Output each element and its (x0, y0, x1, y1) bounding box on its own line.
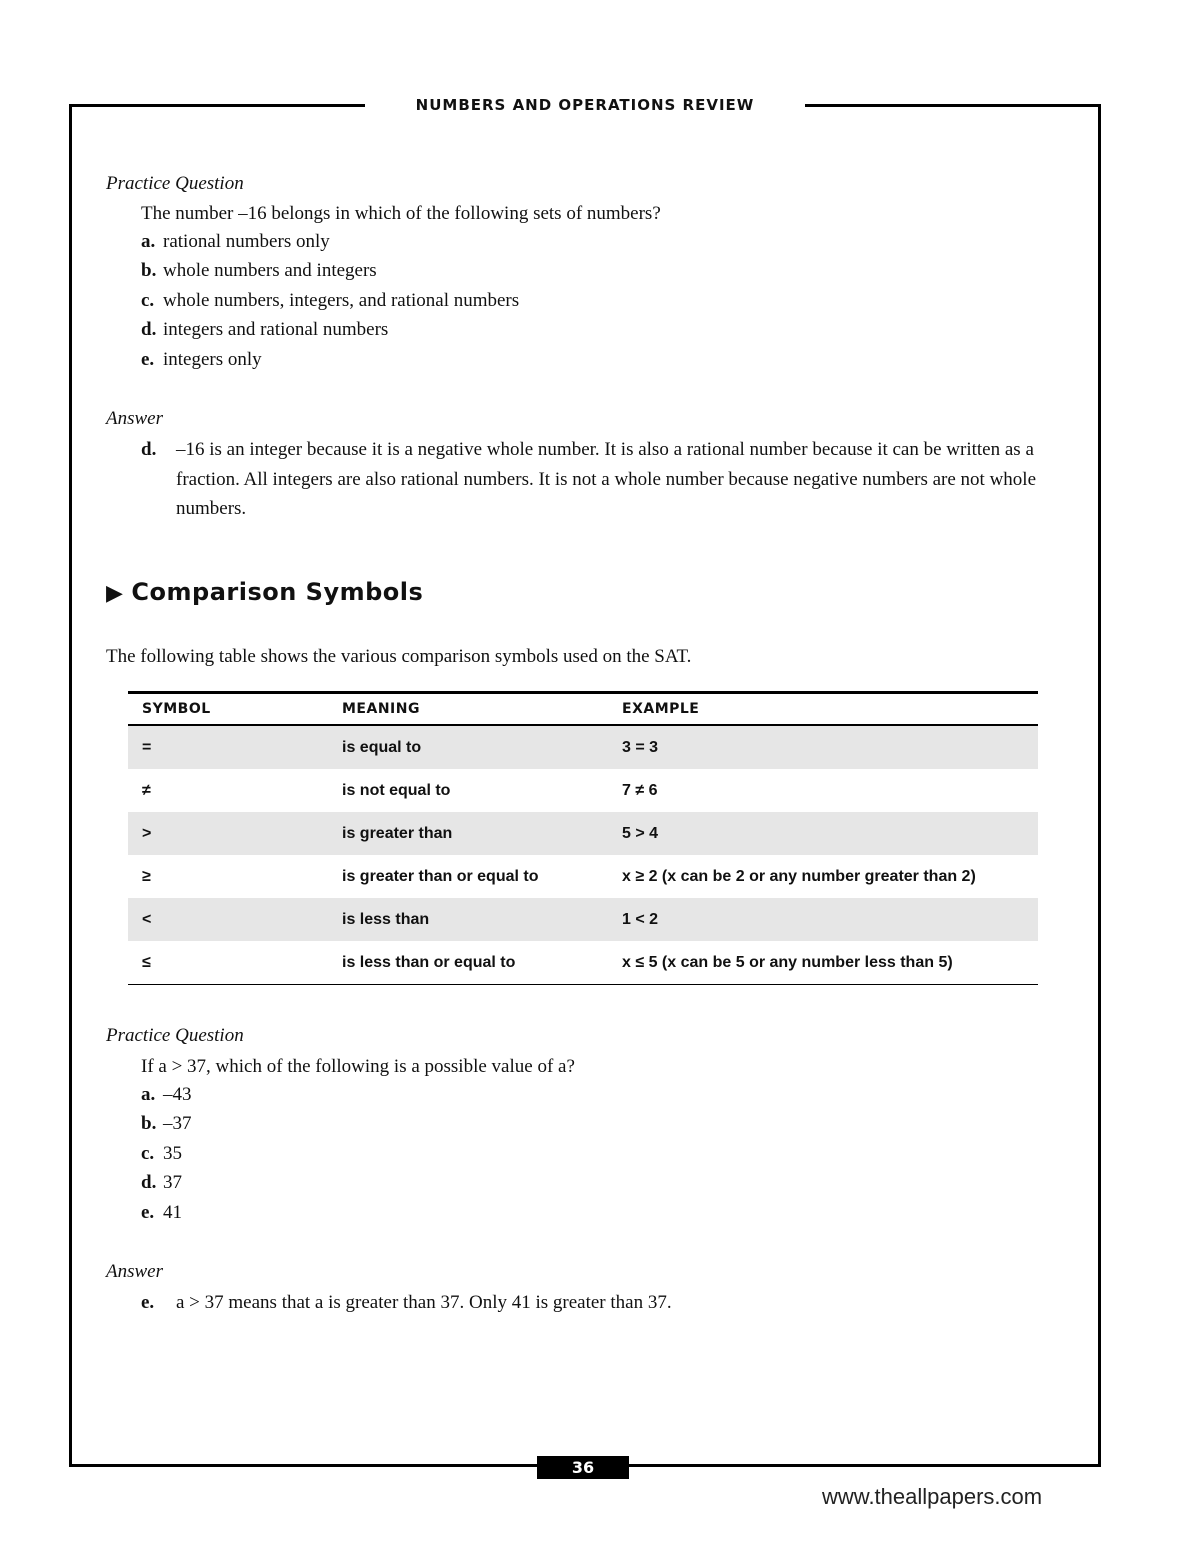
example-cell: 3 = 3 (608, 725, 1038, 769)
answer-block (141, 435, 1051, 524)
example-cell: x ≤ 5 (x can be 5 or any number less than 5) (608, 941, 1038, 985)
choice-d: d. integers and rational numbers (141, 319, 389, 340)
header-symbol: SYMBOL (128, 693, 328, 726)
choice-d: d. 37 (141, 1172, 182, 1193)
symbol-cell: ≥ (142, 867, 151, 885)
example-cell: 1 < 2 (608, 898, 1038, 941)
meaning-cell: is less than (328, 898, 608, 941)
section-heading (106, 578, 423, 606)
choice-a: a. rational numbers only (141, 231, 330, 252)
table-header-row (128, 693, 1038, 726)
answer-label: Answer (106, 1261, 163, 1282)
answer-letter: d. (141, 439, 157, 460)
table-row (128, 812, 1038, 855)
choice-e: e. 41 (141, 1202, 182, 1223)
table-row (128, 855, 1038, 898)
triangle-arrow-icon: ▶ (106, 581, 124, 606)
question-stem: The number –16 belongs in which of the following sets of numbers? (141, 203, 661, 224)
page-number: 36 (537, 1456, 629, 1479)
choice-c: c. 35 (141, 1143, 182, 1164)
table-row (128, 769, 1038, 812)
symbol-cell: ≠ (142, 781, 151, 799)
choice-a: a. –43 (141, 1084, 192, 1105)
meaning-cell: is not equal to (342, 781, 451, 799)
symbol-cell: ≤ (128, 941, 328, 985)
practice-question-label: Practice Question (106, 173, 244, 194)
meaning-cell: is less than or equal to (328, 941, 608, 985)
symbol-cell: = (128, 725, 328, 769)
table-row (128, 898, 1038, 941)
section-title: Comparison Symbols (131, 578, 424, 606)
choice-b: b. whole numbers and integers (141, 260, 377, 281)
answer-label: Answer (106, 408, 163, 429)
running-head: NUMBERS AND OPERATIONS REVIEW (415, 96, 755, 114)
choice-c: c. whole numbers, integers, and rational numbers (141, 290, 520, 311)
answer-explanation: –16 is an integer because it is a negative whole number. It is also a rational number because it can be written as a fraction. All integers are also rational numbers. It is not a whole number because negative numbers are not whole numbers. (176, 439, 1037, 519)
choice-e: e. integers only (141, 349, 262, 370)
meaning-cell: is greater than or equal to (342, 867, 539, 885)
answer-block (141, 1288, 1051, 1318)
practice-question-label: Practice Question (106, 1025, 244, 1046)
example-cell: 5 > 4 (608, 812, 1038, 855)
footer-url: www.theallpapers.com (822, 1484, 1043, 1509)
table-row (128, 941, 1038, 985)
symbol-cell: < (128, 898, 328, 941)
comparison-symbols-table (128, 691, 1038, 985)
choice-b: b. –37 (141, 1113, 192, 1134)
answer-letter: e. (141, 1292, 155, 1313)
example-cell: 7 ≠ 6 (622, 781, 658, 799)
answer-explanation: a > 37 means that a is greater than 37. Only 41 is greater than 37. (176, 1292, 672, 1313)
header-meaning: MEANING (328, 693, 608, 726)
frame-top-rule-left (69, 104, 365, 107)
question-stem: If a > 37, which of the following is a possible value of a? (141, 1056, 575, 1077)
table-row (128, 725, 1038, 769)
meaning-cell: is greater than (328, 812, 608, 855)
meaning-cell: is equal to (328, 725, 608, 769)
frame-top-rule-right (805, 104, 1098, 107)
example-cell: x ≥ 2 (x can be 2 or any number greater than 2) (622, 867, 976, 885)
section-intro: The following table shows the various comparison symbols used on the SAT. (106, 646, 692, 667)
symbol-cell: > (128, 812, 328, 855)
header-example: EXAMPLE (608, 693, 1038, 726)
